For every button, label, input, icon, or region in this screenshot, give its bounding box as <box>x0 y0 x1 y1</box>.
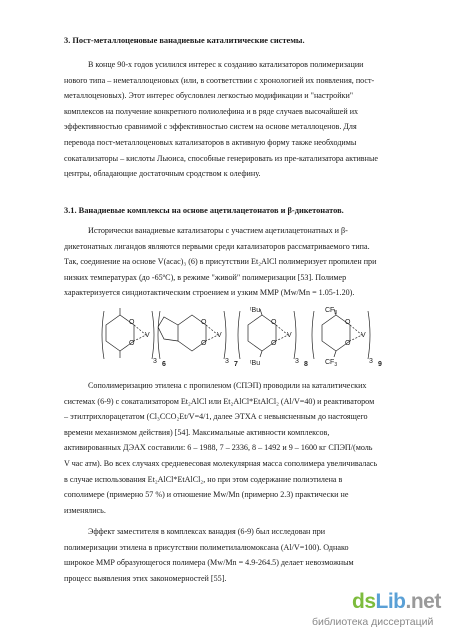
text-line: изменялись. <box>64 505 106 515</box>
text-line: – этилтрихлорацетатом (Cl₃CCO₂Et/V=4/1, далее ЭТХА с невыясненным до настоящего <box>64 412 368 422</box>
compound-number: 8 <box>304 361 308 367</box>
text-line: дикетонатных лигандов являются первыми среди катализаторов рассматриваемого типа. <box>64 241 370 251</box>
vanadium-label: V <box>287 332 292 339</box>
compound-7 <box>201 319 238 367</box>
compound-8 <box>250 307 308 367</box>
oxygen-label: O <box>129 319 135 326</box>
compound-number: 7 <box>234 361 238 367</box>
text-line: активированных ДЭАХ составили: 6 – 1988, 7 – 2336, 8 – 1492 и 9 – 1600 кг СПЭП/(моль <box>64 443 373 453</box>
text-line: Эффект заместителя в комплексах ванадия (6-9) был исследован при <box>88 527 326 536</box>
ligand-count: 3 <box>153 358 157 365</box>
text-line: сокатализаторы – кислоты Льюиса, способные генерировать из пре-катализатора активные <box>64 153 378 163</box>
text-line: полимеризации этилена в присутствии полиметилалюмоксана (Al/V=100). Однако <box>64 542 349 552</box>
tert-butyl-label: ᵗBu <box>250 360 261 367</box>
ligand-count: 3 <box>295 358 299 365</box>
chemical-structures-figure <box>100 305 390 367</box>
ligand-count: 3 <box>369 358 373 365</box>
text-line: в случае использования Et₂AlCl*EtAlCl₂, но при этом содержание полиэтилена в <box>64 474 343 484</box>
dslib-logo: dsLib.net <box>352 590 441 613</box>
oxygen-label: O <box>201 319 207 326</box>
trifluoromethyl-label: $CF_3$ <box>325 359 338 367</box>
compound-number: 6 <box>162 361 166 367</box>
text-line: перевода пост-металлоценовых катализаторов в активную форму также необходимы <box>64 137 357 147</box>
text-line: нового типа – неметаллоценовых (или, в соответствии с хронологией их появления, пост- <box>64 75 375 85</box>
vanadium-label: V <box>217 332 222 339</box>
text-line: времени механизмом действия) [54]. Максимальные активности комплексов, <box>64 427 330 437</box>
text-line: процесс выявления этих закономерностей [55]. <box>64 573 227 583</box>
copolymerization-paragraph <box>64 378 386 518</box>
text-line: Исторически ванадиевые катализаторы с участием ацетилацетонатных и β- <box>88 226 348 235</box>
text-line: Так, соединение на основе V(acac)₃ (6) в присутствии Et₂AlCl полимеризует пропилен при <box>64 257 377 267</box>
compound-number: 9 <box>378 361 382 367</box>
text-line: металлоценовых). Этот интерес обусловлен легкостью модификации и "настройки" <box>64 91 354 101</box>
text-line: сополимере (примерно 57 %) и отношение Mw/Mn (примерно 2.3) практически не <box>64 490 349 500</box>
structures-svg <box>100 305 390 367</box>
oxygen-label: O <box>271 340 277 347</box>
ligand-count: 3 <box>225 358 229 365</box>
text-line: эффективностью сравнимой с эффективностью систем на основе металлоценов. Для <box>64 122 357 132</box>
compound-9 <box>325 307 382 367</box>
text-line: Сополимеризацию этилена с пропиленом (СПЭП) проводили на каталитических <box>88 381 367 390</box>
text-line: комплексов на получение конкретного полиолефина и в ряде случаев высочайшей их <box>64 106 359 116</box>
text-line: системах (6-9) с сокатализатором Et₂AlCl или Et₂AlCl*EtAlCl₂ (Al/V=40) и реактиватором <box>64 396 375 406</box>
oxygen-label: O <box>345 319 351 326</box>
dslib-watermark <box>312 590 448 634</box>
tert-butyl-label: ᵗBu <box>250 307 261 314</box>
oxygen-label: O <box>271 319 277 326</box>
text-line: V час атм). Во всех случаях средневесовая молекулярная масса сополимера увеличивалась <box>64 458 378 468</box>
vanadium-label: V <box>145 332 150 339</box>
oxygen-label: O <box>345 340 351 347</box>
trifluoromethyl-label: $CF_3$ <box>325 307 338 316</box>
compound-6 <box>129 319 166 367</box>
text-line: широкое ММР образующегося полимера (Mw/Mn = 4.9-264.5) делает невозможным <box>64 558 354 568</box>
oxygen-label: O <box>129 340 135 347</box>
oxygen-label: O <box>201 340 207 347</box>
text-line: характеризуется синдиотактическим строением и узким ММР (Mw/Mn = 1.05-1.20). <box>64 288 355 298</box>
watermark-subtitle: библиотека диссертаций <box>312 616 434 628</box>
text-line: В конце 90-х годов усилился интерес к созданию катализаторов полимеризации <box>88 60 364 69</box>
substituent-effect-paragraph <box>64 524 386 586</box>
section-3-paragraph <box>64 57 386 182</box>
section-3-heading: 3. Пост-металлоценовые ванадиевые каталитические системы. <box>64 36 305 45</box>
section-3-1-paragraph <box>64 223 386 301</box>
text-line: центры, обладающие достаточным сродством к олефину. <box>64 169 261 179</box>
text-line: низких температурах (до -65ºC), в режиме "живой" полимеризации [53]. Полимер <box>64 272 347 282</box>
section-3-1-heading: 3.1. Ванадиевые комплексы на основе ацетилацетонатов и β-дикетонатов. <box>64 206 344 215</box>
vanadium-label: V <box>361 332 366 339</box>
